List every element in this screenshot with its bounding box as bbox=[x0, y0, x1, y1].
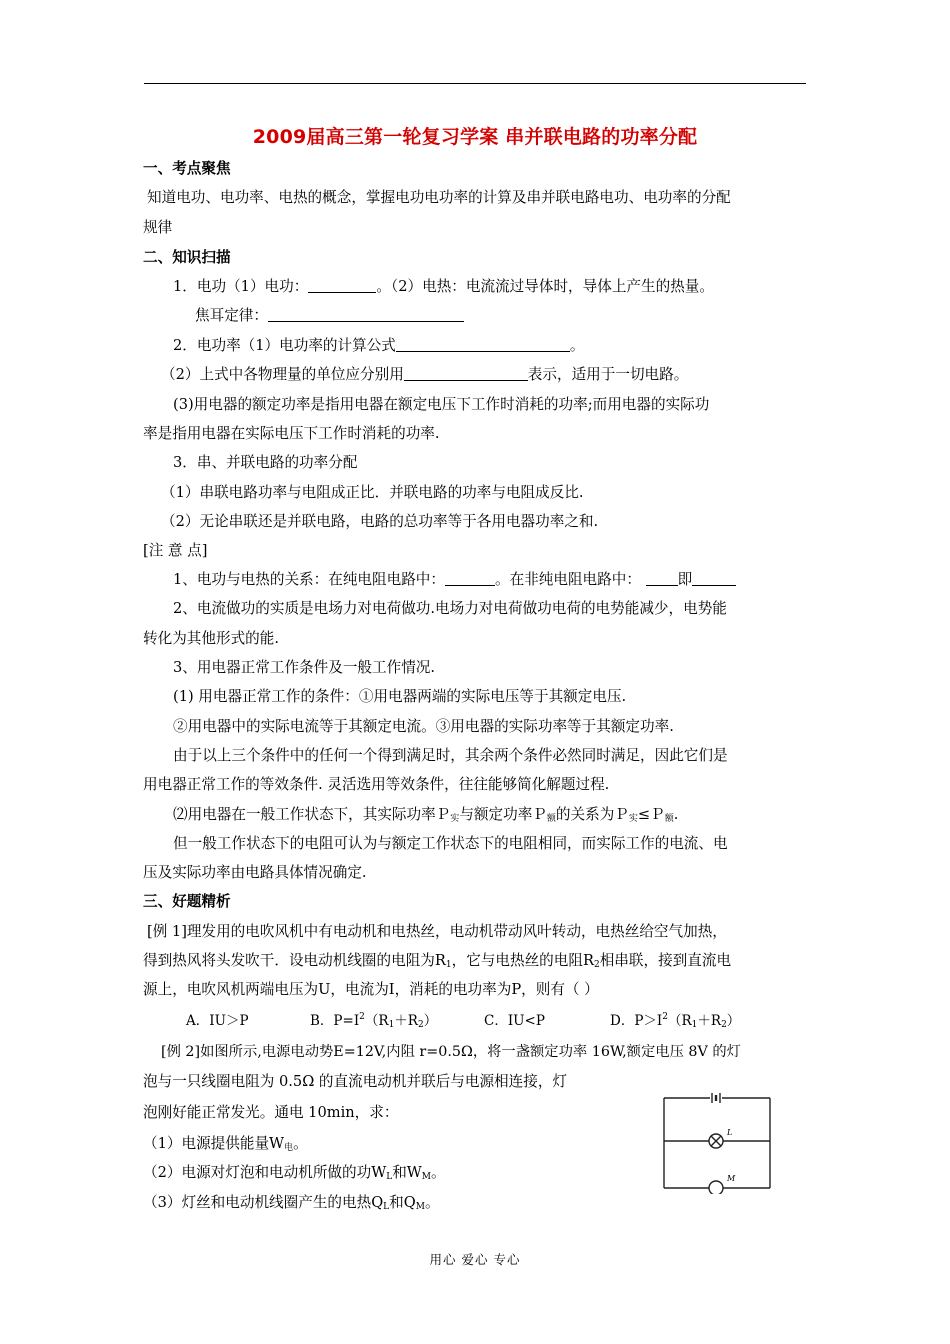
text-line: 知道电功、电功率、电热的概念，掌握电功电功率的计算及串并联电路电功、电功率的分配 bbox=[147, 189, 731, 206]
text-span: 即 bbox=[677, 571, 693, 588]
text-span: ） bbox=[726, 1013, 741, 1029]
text-line: 压及实际功率由电路具体情况确定. bbox=[143, 864, 367, 881]
text-span: （R bbox=[667, 1013, 692, 1029]
subscript: 2 bbox=[593, 960, 600, 970]
text-span: 表示，适用于一切电路。 bbox=[527, 366, 689, 383]
choice-option-d bbox=[610, 1012, 740, 1030]
text-span: 的关系为Ｐ bbox=[555, 806, 629, 823]
text-line: 规律 bbox=[143, 219, 173, 236]
text-span: 1、电功与电热的关系：在纯电阻电路中： bbox=[173, 571, 445, 588]
text-span: 2．电功率（1）电功率的计算公式 bbox=[173, 337, 396, 354]
section-heading-1: 一、考点聚焦 bbox=[143, 160, 231, 177]
subscript: M bbox=[415, 1202, 425, 1212]
text-line: 率是指用电器在实际电压下工作时消耗的功率. bbox=[143, 425, 440, 442]
text-span: 与额定功率Ｐ bbox=[459, 806, 547, 823]
subscript: 1 bbox=[445, 960, 452, 970]
fill-blank bbox=[646, 571, 678, 586]
subscript: 实 bbox=[628, 814, 638, 824]
choice-option-a: A．IU＞P bbox=[186, 1013, 249, 1029]
text-span: 。 bbox=[293, 1135, 308, 1152]
text-span: 相串联，接到直流电 bbox=[599, 952, 732, 969]
text-span: ⑵用电器在一般工作状态下，其实际功率Ｐ bbox=[173, 806, 451, 823]
text-line: 泡与一只线圈电阻为 0.5Ω 的直流电动机并联后与电源相连接，灯 bbox=[143, 1073, 568, 1090]
fill-blank bbox=[396, 337, 570, 352]
notes-heading: [注 意 点] bbox=[143, 542, 208, 559]
text-line: （2）无论串联还是并联电路，电路的总功率等于各用电器功率之和. bbox=[161, 513, 599, 530]
section-heading-3: 三、好题精析 bbox=[143, 893, 231, 910]
subscript: 1 bbox=[691, 1020, 698, 1030]
text-span: （1）电源提供能量W bbox=[143, 1135, 285, 1152]
text-span: ＋R bbox=[697, 1013, 722, 1029]
text-line: ②用电器中的实际电流等于其额定电流。③用电器的实际功率等于其额定功率. bbox=[173, 718, 674, 735]
superscript: 2 bbox=[662, 1012, 668, 1022]
text-span: ＋R bbox=[394, 1013, 418, 1029]
text-span: 。 bbox=[424, 1194, 440, 1211]
text-span: . bbox=[673, 806, 679, 823]
fill-blank bbox=[268, 307, 464, 322]
page-title: 2009届高三第一轮复习学案 串并联电路的功率分配 bbox=[252, 126, 698, 148]
text-span: ，它与电热丝的电阻R bbox=[451, 952, 594, 969]
question-1 bbox=[143, 1135, 308, 1153]
text-line: 2、电流做功的实质是电场力对电荷做功.电场力对电荷做功电荷的电势能减少，电势能 bbox=[173, 600, 727, 617]
text-span: 焦耳定律： bbox=[195, 307, 268, 324]
circuit-diagram bbox=[656, 1090, 776, 1194]
text-line bbox=[173, 571, 736, 589]
fill-blank bbox=[692, 571, 736, 586]
text-line: [例 1]理发用的电吹风机中有电动机和电热丝，电动机带动风叶转动，电热丝给空气加热， bbox=[147, 923, 727, 940]
text-line: 3．串、并联电路的功率分配 bbox=[173, 454, 358, 471]
fill-blank bbox=[445, 571, 495, 586]
text-line bbox=[143, 952, 731, 970]
text-line bbox=[173, 278, 714, 296]
text-line: 转化为其他形式的能. bbox=[143, 630, 279, 647]
subscript: 1 bbox=[388, 1020, 395, 1030]
text-span: （3）灯丝和电动机线圈产生的电热Q bbox=[143, 1194, 384, 1211]
text-line: [例 2]如图所示,电源电动势E=12V,内阻 r=0.5Ω，将一盏额定功率 16W,额定电压 8V 的灯 bbox=[161, 1044, 741, 1060]
text-span: 和W bbox=[392, 1164, 422, 1181]
text-span: （2）电源对灯泡和电动机所做的功W bbox=[143, 1164, 387, 1181]
text-line: (3)用电器的额定功率是指用电器在额定电压下工作时消耗的功率;而用电器的实际功 bbox=[173, 396, 710, 413]
text-line bbox=[161, 366, 688, 384]
subscript: L bbox=[383, 1202, 390, 1212]
subscript: 额 bbox=[546, 814, 556, 824]
superscript: 2 bbox=[359, 1012, 365, 1022]
subscript: 2 bbox=[721, 1020, 727, 1030]
text-line: 源上，电吹风机两端电压为U，电流为I，消耗的电功率为P，则有（ ） bbox=[143, 981, 599, 998]
question-3 bbox=[143, 1194, 440, 1212]
text-span: 。在非纯电阻电路中： bbox=[494, 571, 646, 588]
subscript: L bbox=[386, 1172, 393, 1182]
text-line: 泡刚好能正常发光。通电 10min，求： bbox=[143, 1104, 399, 1121]
text-span: 。 bbox=[569, 337, 585, 354]
fill-blank bbox=[404, 366, 528, 381]
text-line bbox=[173, 806, 678, 824]
subscript: 实 bbox=[450, 814, 460, 824]
subscript: 额 bbox=[664, 814, 674, 824]
text-line bbox=[195, 307, 464, 325]
text-span: （R bbox=[364, 1013, 389, 1029]
section-heading-2: 二、知识扫描 bbox=[143, 249, 231, 266]
motor-icon bbox=[709, 1181, 723, 1194]
fill-blank bbox=[308, 278, 376, 293]
subscript: 2 bbox=[417, 1020, 424, 1030]
text-span: （2）上式中各物理量的单位应分别用 bbox=[161, 366, 404, 383]
page-footer: 用心 爱心 专心 bbox=[429, 1252, 521, 1267]
lamp-label: L bbox=[727, 1128, 733, 1137]
text-line: (1) 用电器正常工作的条件：①用电器两端的实际电压等于其额定电压. bbox=[173, 688, 627, 705]
text-span: 。 bbox=[431, 1164, 446, 1181]
text-span: ） bbox=[423, 1013, 438, 1029]
text-span: 和Q bbox=[389, 1194, 416, 1211]
text-span: 得到热风将头发吹干．设电动机线圈的电阻为R bbox=[143, 952, 446, 969]
subscript: M bbox=[421, 1172, 432, 1182]
text-line bbox=[173, 337, 585, 355]
text-span: 。（2）电热：电流流过导体时，导体上产生的热量。 bbox=[376, 278, 714, 295]
text-span: D．P＞I bbox=[610, 1013, 663, 1029]
text-span: B．P=I bbox=[310, 1013, 360, 1029]
motor-label: M bbox=[727, 1174, 736, 1183]
text-line: 3、用电器正常工作条件及一般工作情况. bbox=[173, 659, 436, 676]
choice-option-c: C．IU<P bbox=[484, 1013, 545, 1029]
question-2 bbox=[143, 1164, 446, 1182]
text-span: 1．电功（1）电功： bbox=[173, 278, 309, 295]
choice-option-b bbox=[310, 1012, 437, 1030]
text-line: 用电器正常工作的等效条件. 灵活选用等效条件，往往能够简化解题过程. bbox=[143, 776, 610, 793]
header-rule bbox=[144, 83, 806, 84]
text-line: 由于以上三个条件中的任何一个得到满足时，其余两个条件必然同时满足，因此它们是 bbox=[173, 747, 728, 764]
text-span: ≤Ｐ bbox=[637, 806, 665, 823]
text-line: （1）串联电路功率与电阻成正比．并联电路的功率与电阻成反比. bbox=[161, 484, 584, 501]
subscript: 电 bbox=[284, 1143, 294, 1153]
text-line: 但一般工作状态下的电阻可认为与额定工作状态下的电阻相同，而实际工作的电流、电 bbox=[173, 835, 728, 852]
